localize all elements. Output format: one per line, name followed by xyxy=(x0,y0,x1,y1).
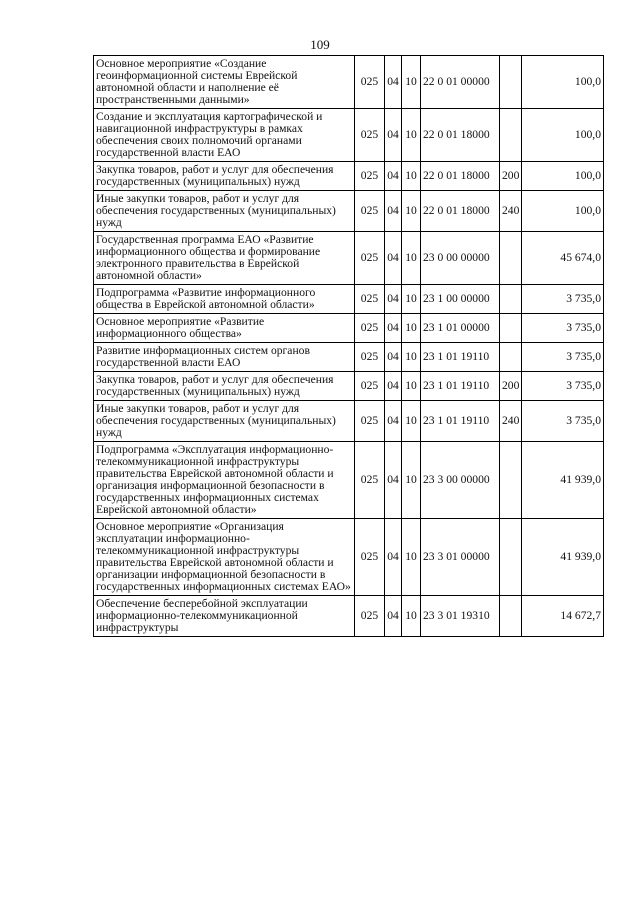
table-row xyxy=(94,109,604,162)
row-name: Подпрограмма «Эксплуатация информационно-телекоммуникационной инфраструктуры правительства Еврейской автономной области и организация информационной безопасности в государственных информационных системах Еврейской автономной области» xyxy=(94,442,355,519)
row-amount: 14 672,7 xyxy=(522,596,604,637)
row-amount: 100,0 xyxy=(522,162,604,191)
table-row xyxy=(94,401,604,442)
row-pr: 10 xyxy=(402,232,421,285)
table-row xyxy=(94,191,604,232)
row-rz: 04 xyxy=(385,519,402,596)
table-row xyxy=(94,442,604,519)
row-glava: 025 xyxy=(355,442,385,519)
row-amount: 41 939,0 xyxy=(522,442,604,519)
row-name: Создание и эксплуатация картографической и навигационной инфраструктуры в рамках обеспечения своих полномочий органами государственной власти ЕАО xyxy=(94,109,355,162)
row-csr: 23 0 00 00000 xyxy=(421,232,500,285)
row-vr xyxy=(500,343,522,372)
table-row xyxy=(94,596,604,637)
row-amount: 3 735,0 xyxy=(522,285,604,314)
row-rz: 04 xyxy=(385,56,402,109)
table-row xyxy=(94,314,604,343)
table-row xyxy=(94,343,604,372)
row-rz: 04 xyxy=(385,596,402,637)
row-vr xyxy=(500,109,522,162)
row-glava: 025 xyxy=(355,191,385,232)
row-pr: 10 xyxy=(402,596,421,637)
row-rz: 04 xyxy=(385,372,402,401)
row-csr: 23 1 00 00000 xyxy=(421,285,500,314)
row-pr: 10 xyxy=(402,109,421,162)
row-amount: 41 939,0 xyxy=(522,519,604,596)
row-pr: 10 xyxy=(402,56,421,109)
row-name: Основное мероприятие «Организация эксплуатации информационно-телекоммуникационной инфраструктуры правительства Еврейской автономной области и организации информационной безопасности в государственных информационных системах ЕАО» xyxy=(94,519,355,596)
row-name: Развитие информационных систем органов государственной власти ЕАО xyxy=(94,343,355,372)
row-rz: 04 xyxy=(385,109,402,162)
row-csr: 22 0 01 18000 xyxy=(421,191,500,232)
row-csr: 23 3 01 19310 xyxy=(421,596,500,637)
row-pr: 10 xyxy=(402,372,421,401)
row-csr: 22 0 01 18000 xyxy=(421,162,500,191)
row-rz: 04 xyxy=(385,314,402,343)
row-vr xyxy=(500,442,522,519)
row-csr: 23 3 00 00000 xyxy=(421,442,500,519)
row-pr: 10 xyxy=(402,162,421,191)
page-number: 109 xyxy=(310,37,330,52)
row-amount: 3 735,0 xyxy=(522,314,604,343)
table-row xyxy=(94,519,604,596)
row-vr: 240 xyxy=(500,191,522,232)
row-csr: 23 3 01 00000 xyxy=(421,519,500,596)
table-row xyxy=(94,56,604,109)
row-vr xyxy=(500,519,522,596)
row-rz: 04 xyxy=(385,191,402,232)
row-rz: 04 xyxy=(385,285,402,314)
row-pr: 10 xyxy=(402,519,421,596)
row-name: Иные закупки товаров, работ и услуг для обеспечения государственных (муниципальных) нужд xyxy=(94,401,355,442)
row-amount: 100,0 xyxy=(522,56,604,109)
row-name: Государственная программа ЕАО «Развитие информационного общества и формирование электронного правительства в Еврейской автономной области» xyxy=(94,232,355,285)
budget-table xyxy=(93,55,604,637)
row-amount: 3 735,0 xyxy=(522,372,604,401)
row-rz: 04 xyxy=(385,401,402,442)
table-row xyxy=(94,285,604,314)
row-name: Закупка товаров, работ и услуг для обеспечения государственных (муниципальных) нужд xyxy=(94,372,355,401)
row-name: Основное мероприятие «Создание геоинформационной системы Еврейской автономной области и наполнение её пространственными данными» xyxy=(94,56,355,109)
row-csr: 23 1 01 00000 xyxy=(421,314,500,343)
row-vr xyxy=(500,56,522,109)
row-amount: 100,0 xyxy=(522,191,604,232)
row-pr: 10 xyxy=(402,314,421,343)
row-name: Иные закупки товаров, работ и услуг для обеспечения государственных (муниципальных) нужд xyxy=(94,191,355,232)
row-amount: 3 735,0 xyxy=(522,343,604,372)
row-vr xyxy=(500,232,522,285)
row-glava: 025 xyxy=(355,162,385,191)
row-vr xyxy=(500,596,522,637)
table-row xyxy=(94,162,604,191)
table-row xyxy=(94,372,604,401)
row-name: Обеспечение бесперебойной эксплуатации информационно-телекоммуникационной инфраструктуры xyxy=(94,596,355,637)
row-csr: 22 0 01 18000 xyxy=(421,109,500,162)
row-vr xyxy=(500,285,522,314)
row-name: Основное мероприятие «Развитие информационного общества» xyxy=(94,314,355,343)
row-csr: 23 1 01 19110 xyxy=(421,343,500,372)
row-vr: 240 xyxy=(500,401,522,442)
row-csr: 23 1 01 19110 xyxy=(421,372,500,401)
row-rz: 04 xyxy=(385,232,402,285)
row-amount: 45 674,0 xyxy=(522,232,604,285)
row-glava: 025 xyxy=(355,596,385,637)
row-name: Подпрограмма «Развитие информационного общества в Еврейской автономной области» xyxy=(94,285,355,314)
row-name: Закупка товаров, работ и услуг для обеспечения государственных (муниципальных) нужд xyxy=(94,162,355,191)
table-row xyxy=(94,232,604,285)
row-vr xyxy=(500,314,522,343)
row-csr: 23 1 01 19110 xyxy=(421,401,500,442)
row-glava: 025 xyxy=(355,314,385,343)
row-pr: 10 xyxy=(402,191,421,232)
row-glava: 025 xyxy=(355,343,385,372)
row-amount: 100,0 xyxy=(522,109,604,162)
row-glava: 025 xyxy=(355,372,385,401)
row-pr: 10 xyxy=(402,401,421,442)
row-vr: 200 xyxy=(500,162,522,191)
row-vr: 200 xyxy=(500,372,522,401)
row-glava: 025 xyxy=(355,519,385,596)
row-csr: 22 0 01 00000 xyxy=(421,56,500,109)
row-amount: 3 735,0 xyxy=(522,401,604,442)
row-pr: 10 xyxy=(402,343,421,372)
row-glava: 025 xyxy=(355,285,385,314)
row-rz: 04 xyxy=(385,442,402,519)
row-glava: 025 xyxy=(355,109,385,162)
row-rz: 04 xyxy=(385,343,402,372)
row-glava: 025 xyxy=(355,401,385,442)
row-glava: 025 xyxy=(355,56,385,109)
row-pr: 10 xyxy=(402,442,421,519)
row-rz: 04 xyxy=(385,162,402,191)
row-glava: 025 xyxy=(355,232,385,285)
row-pr: 10 xyxy=(402,285,421,314)
